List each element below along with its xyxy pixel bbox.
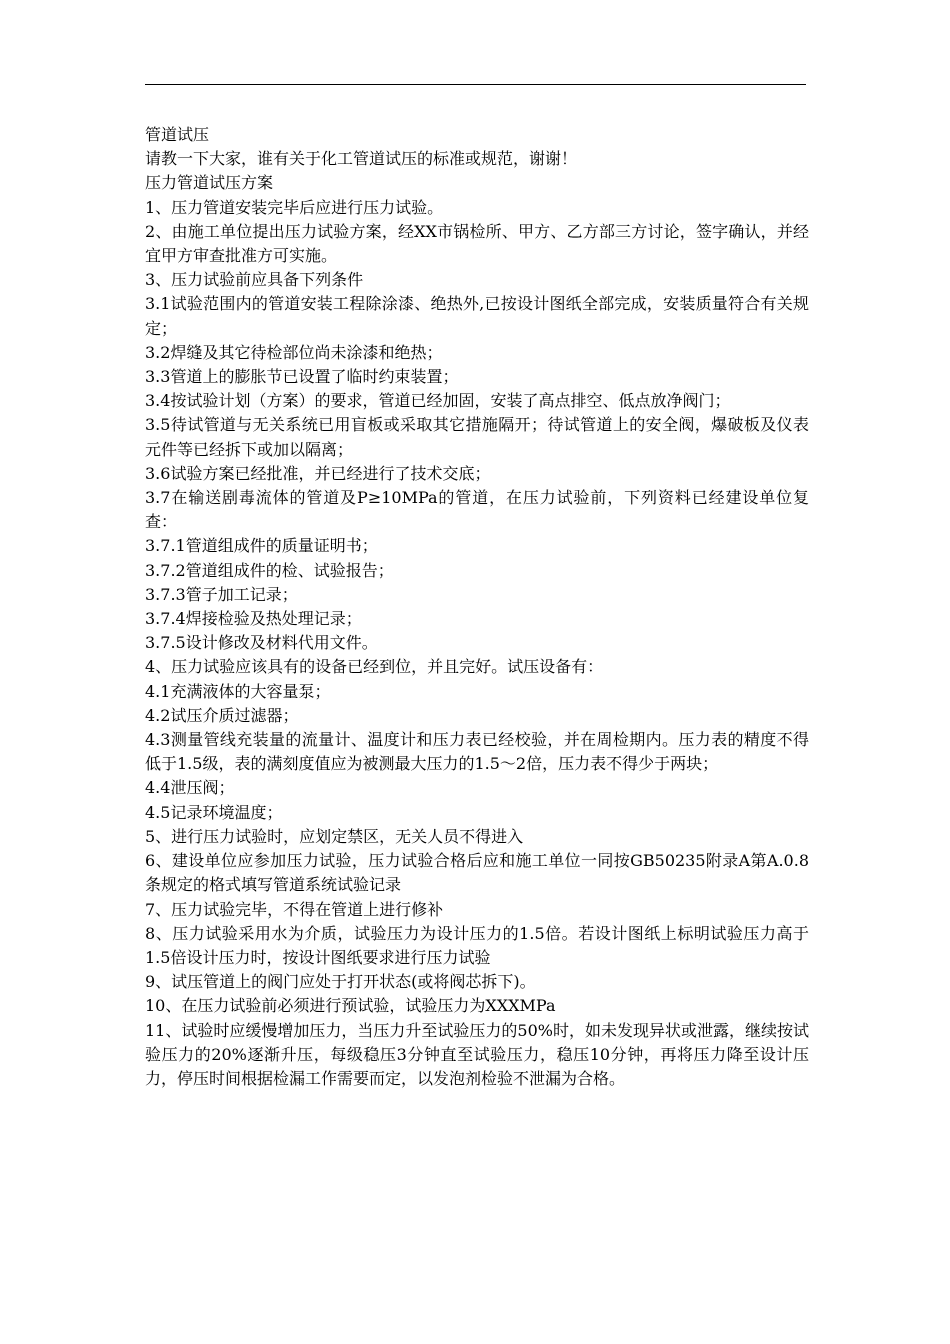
paragraph: 3.7.3管子加工记录；	[145, 584, 298, 604]
paragraph: 3.7.5设计修改及材料代用文件。	[145, 633, 378, 653]
paragraph: 1、压力管道安装完毕后应进行压力试验。	[145, 197, 444, 217]
paragraph: 4.5记录环境温度；	[145, 802, 283, 822]
header-rule	[145, 84, 806, 85]
paragraph: 压力管道试压方案	[145, 173, 274, 193]
paragraph: 3.5待试管道与无关系统已用盲板或采取其它措施隔开；待试管道上的安全阀，爆破板及仪表元件等已经拆下或加以隔离；	[145, 415, 809, 459]
paragraph: 3.6试验方案已经批准，并已经进行了技术交底；	[145, 463, 491, 483]
paragraph: 3.7.2管道组成件的检、试验报告；	[145, 560, 394, 580]
paragraph: 3.7.4焊接检验及热处理记录；	[145, 609, 362, 629]
paragraph: 3.7在输送剧毒流体的管道及P≥10MPa的管道，在压力试验前，下列资料已经建设单位复查：	[145, 488, 809, 532]
paragraph: 4、压力试验应该具有的设备已经到位，并且完好。试压设备有：	[145, 657, 604, 677]
paragraph: 3.1试验范围内的管道安装工程除涂漆、绝热外,已按设计图纸全部完成，安装质量符合有关规定；	[145, 294, 809, 338]
paragraph: 请教一下大家，谁有关于化工管道试压的标准或规范，谢谢！	[145, 149, 578, 169]
paragraph: 2、由施工单位提出压力试验方案，经XX市锅检所、甲方、乙方部三方讨论，签字确认，并经宜甲方审查批准方可实施。	[145, 221, 809, 266]
paragraph: 10、在压力试验前必须进行预试验，试验压力为XXXMPa	[145, 996, 556, 1016]
paragraph: 3.4按试验计划（方案）的要求，管道已经加固，安装了高点排空、低点放净阀门；	[145, 391, 731, 411]
document-body	[145, 123, 809, 1091]
paragraph: 4.1充满液体的大容量泵；	[145, 681, 331, 701]
paragraph: 3.7.1管道组成件的质量证明书；	[145, 536, 378, 556]
paragraph: 3.3管道上的膨胀节已设置了临时约束装置；	[145, 367, 459, 387]
paragraph: 3.2焊缝及其它待检部位尚未涂漆和绝热；	[145, 342, 443, 362]
paragraph: 6、建设单位应参加压力试验，压力试验合格后应和施工单位一同按GB50235附录A第A.0.8条规定的格式填写管道系统试验记录	[145, 851, 809, 895]
paragraph: 3、压力试验前应具备下列条件	[145, 270, 364, 290]
paragraph: 5、进行压力试验时，应划定禁区，无关人员不得进入	[145, 826, 524, 846]
document-title: 管道试压	[145, 125, 210, 144]
paragraph: 4.3测量管线充装量的流量计、温度计和压力表已经校验，并在周检期内。压力表的精度不得低于1.5级，表的满刻度值应为被测最大压力的1.5～2倍，压力表不得少于两块；	[145, 730, 809, 774]
paragraph: 7、压力试验完毕，不得在管道上进行修补	[145, 899, 444, 919]
paragraph: 11、试验时应缓慢增加压力，当压力升至试验压力的50%时，如未发现异状或泄露，继续按试验压力的20%逐渐升压，每级稳压3分钟直至试验压力，稳压10分钟，再将压力降至设计压力，停压时间根据检漏工作需要而定，以发泡剂检验不泄漏为合格。	[145, 1020, 809, 1088]
paragraph: 8、压力试验采用水为介质，试验压力为设计压力的1.5倍。若设计图纸上标明试验压力高于1.5倍设计压力时，按设计图纸要求进行压力试验	[145, 923, 809, 967]
paragraph: 4.2试压介质过滤器；	[145, 705, 299, 725]
paragraph: 9、试压管道上的阀门应处于打开状态(或将阀芯拆下)。	[145, 972, 536, 992]
paragraph: 4.4泄压阀；	[145, 778, 235, 798]
